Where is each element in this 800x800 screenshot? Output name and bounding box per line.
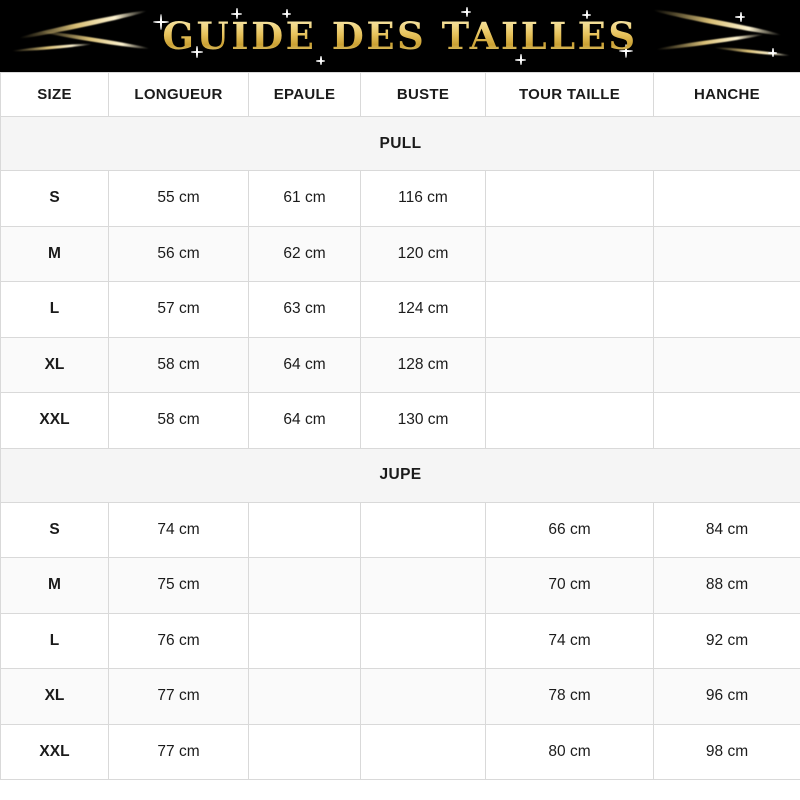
cell-buste bbox=[361, 558, 486, 614]
column-header-longueur: LONGUEUR bbox=[109, 73, 249, 117]
table-row bbox=[1, 171, 800, 227]
cell-longueur: 77 cm bbox=[109, 669, 249, 725]
cell-longueur: 55 cm bbox=[109, 171, 249, 227]
cell-buste bbox=[361, 724, 486, 780]
column-header-epaule: EPAULE bbox=[249, 73, 361, 117]
cell-size: S bbox=[1, 171, 109, 227]
cell-hanche: 92 cm bbox=[654, 613, 800, 669]
cell-tour-taille bbox=[486, 337, 654, 393]
cell-buste: 120 cm bbox=[361, 226, 486, 282]
cell-tour-taille: 80 cm bbox=[486, 724, 654, 780]
cell-size: XXL bbox=[1, 393, 109, 449]
cell-size: M bbox=[1, 226, 109, 282]
cell-epaule bbox=[249, 558, 361, 614]
cell-epaule: 62 cm bbox=[249, 226, 361, 282]
cell-tour-taille: 78 cm bbox=[486, 669, 654, 725]
column-header-tour-taille: TOUR TAILLE bbox=[486, 73, 654, 117]
table-row bbox=[1, 337, 800, 393]
cell-epaule: 64 cm bbox=[249, 393, 361, 449]
cell-buste: 124 cm bbox=[361, 282, 486, 338]
cell-longueur: 74 cm bbox=[109, 502, 249, 558]
cell-epaule: 64 cm bbox=[249, 337, 361, 393]
cell-hanche: 98 cm bbox=[654, 724, 800, 780]
header-row bbox=[1, 73, 800, 117]
table-body bbox=[1, 117, 800, 780]
cell-size: XXL bbox=[1, 724, 109, 780]
column-header-hanche: HANCHE bbox=[654, 73, 800, 117]
cell-hanche bbox=[654, 171, 800, 227]
section-header-row bbox=[1, 448, 800, 502]
section-label-pull: PULL bbox=[1, 117, 800, 171]
cell-size: L bbox=[1, 282, 109, 338]
cell-epaule bbox=[249, 613, 361, 669]
cell-epaule bbox=[249, 669, 361, 725]
cell-hanche bbox=[654, 337, 800, 393]
table-row bbox=[1, 669, 800, 725]
cell-tour-taille: 74 cm bbox=[486, 613, 654, 669]
cell-buste: 116 cm bbox=[361, 171, 486, 227]
table-row bbox=[1, 393, 800, 449]
page-title: GUIDE DES TAILLES bbox=[0, 14, 800, 58]
table-row bbox=[1, 613, 800, 669]
table-row bbox=[1, 724, 800, 780]
cell-hanche: 84 cm bbox=[654, 502, 800, 558]
cell-buste bbox=[361, 669, 486, 725]
size-guide-table bbox=[0, 72, 800, 780]
cell-longueur: 56 cm bbox=[109, 226, 249, 282]
cell-longueur: 76 cm bbox=[109, 613, 249, 669]
cell-size: L bbox=[1, 613, 109, 669]
sparkle-star-icon bbox=[515, 59, 526, 61]
section-label-jupe: JUPE bbox=[1, 448, 800, 502]
cell-tour-taille bbox=[486, 171, 654, 227]
cell-size: XL bbox=[1, 669, 109, 725]
cell-size: S bbox=[1, 502, 109, 558]
table-row bbox=[1, 502, 800, 558]
cell-longueur: 58 cm bbox=[109, 393, 249, 449]
column-header-size: SIZE bbox=[1, 73, 109, 117]
cell-size: M bbox=[1, 558, 109, 614]
cell-hanche bbox=[654, 393, 800, 449]
sparkle-star-icon bbox=[316, 60, 325, 62]
cell-size: XL bbox=[1, 337, 109, 393]
cell-tour-taille bbox=[486, 282, 654, 338]
sparkle-star-icon bbox=[461, 11, 471, 13]
cell-hanche bbox=[654, 226, 800, 282]
banner bbox=[0, 0, 800, 72]
cell-longueur: 77 cm bbox=[109, 724, 249, 780]
cell-hanche: 96 cm bbox=[654, 669, 800, 725]
cell-hanche bbox=[654, 282, 800, 338]
table-row bbox=[1, 558, 800, 614]
cell-epaule bbox=[249, 724, 361, 780]
table-header bbox=[1, 73, 800, 117]
column-header-buste: BUSTE bbox=[361, 73, 486, 117]
cell-epaule bbox=[249, 502, 361, 558]
cell-longueur: 58 cm bbox=[109, 337, 249, 393]
table-row bbox=[1, 226, 800, 282]
cell-buste: 130 cm bbox=[361, 393, 486, 449]
cell-tour-taille: 70 cm bbox=[486, 558, 654, 614]
cell-buste bbox=[361, 613, 486, 669]
section-header-row bbox=[1, 117, 800, 171]
cell-hanche: 88 cm bbox=[654, 558, 800, 614]
table-row bbox=[1, 282, 800, 338]
cell-longueur: 75 cm bbox=[109, 558, 249, 614]
cell-tour-taille bbox=[486, 393, 654, 449]
cell-longueur: 57 cm bbox=[109, 282, 249, 338]
cell-buste bbox=[361, 502, 486, 558]
cell-epaule: 61 cm bbox=[249, 171, 361, 227]
cell-tour-taille bbox=[486, 226, 654, 282]
cell-epaule: 63 cm bbox=[249, 282, 361, 338]
cell-tour-taille: 66 cm bbox=[486, 502, 654, 558]
cell-buste: 128 cm bbox=[361, 337, 486, 393]
